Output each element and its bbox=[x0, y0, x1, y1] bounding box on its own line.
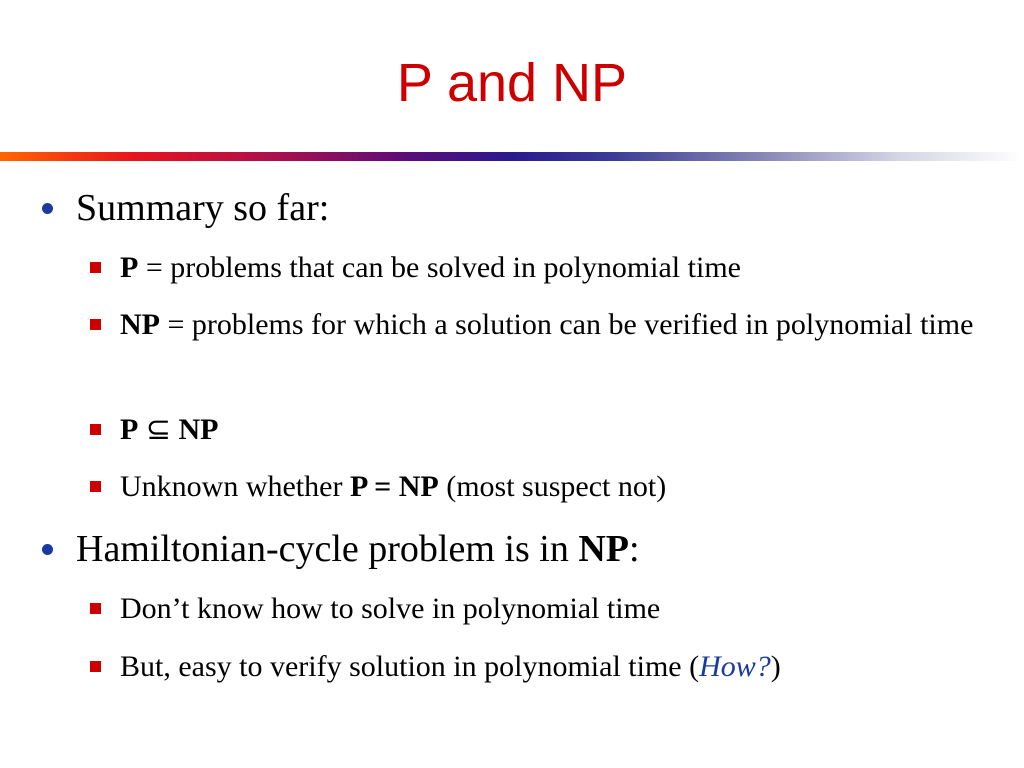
square-bullet-icon bbox=[90, 661, 101, 672]
subbullet-subset bbox=[120, 407, 1000, 453]
bullet-hamiltonian bbox=[76, 527, 640, 571]
term-np: NP bbox=[120, 308, 160, 341]
bullet-dot-icon bbox=[42, 203, 53, 214]
text-pre: Unknown whether bbox=[120, 470, 350, 503]
square-bullet-icon bbox=[90, 481, 101, 492]
term-np: NP bbox=[578, 528, 629, 570]
definition-text: = problems that can be solved in polynomial time bbox=[138, 251, 741, 284]
square-bullet-icon bbox=[90, 603, 101, 614]
subbullet-text: Don’t know how to solve in polynomial time bbox=[120, 592, 661, 625]
square-bullet-icon bbox=[90, 319, 101, 330]
text-pre: Hamiltonian-cycle problem is in bbox=[76, 528, 579, 570]
term-p-equals-np: P = NP bbox=[349, 470, 439, 503]
text-post: : bbox=[628, 528, 640, 570]
term-np: NP bbox=[178, 413, 219, 446]
slide-title: P and NP bbox=[396, 53, 628, 113]
subbullet-easy-verify bbox=[120, 644, 1000, 690]
square-bullet-icon bbox=[90, 424, 101, 435]
square-bullet-icon bbox=[90, 262, 101, 273]
subbullet-unknown bbox=[120, 464, 1000, 510]
subbullet-np-definition bbox=[120, 302, 1000, 348]
how-link[interactable]: How? bbox=[699, 650, 771, 683]
definition-text: = problems for which a solution can be verified in polynomial time bbox=[160, 308, 974, 341]
subbullet-dont-know bbox=[120, 586, 1000, 632]
subbullet-p-definition bbox=[120, 245, 1000, 291]
bullet-dot-icon bbox=[42, 544, 53, 555]
bullet-summary bbox=[76, 186, 329, 230]
subset-symbol: ⊆ bbox=[138, 413, 179, 446]
bullet-text: Summary so far: bbox=[76, 187, 330, 229]
term-p: P bbox=[120, 251, 139, 284]
text-post: ) bbox=[770, 650, 781, 683]
text-post: (most suspect not) bbox=[438, 470, 667, 503]
text-pre: But, easy to verify solution in polynomial time ( bbox=[120, 650, 700, 683]
term-p: P bbox=[120, 413, 139, 446]
